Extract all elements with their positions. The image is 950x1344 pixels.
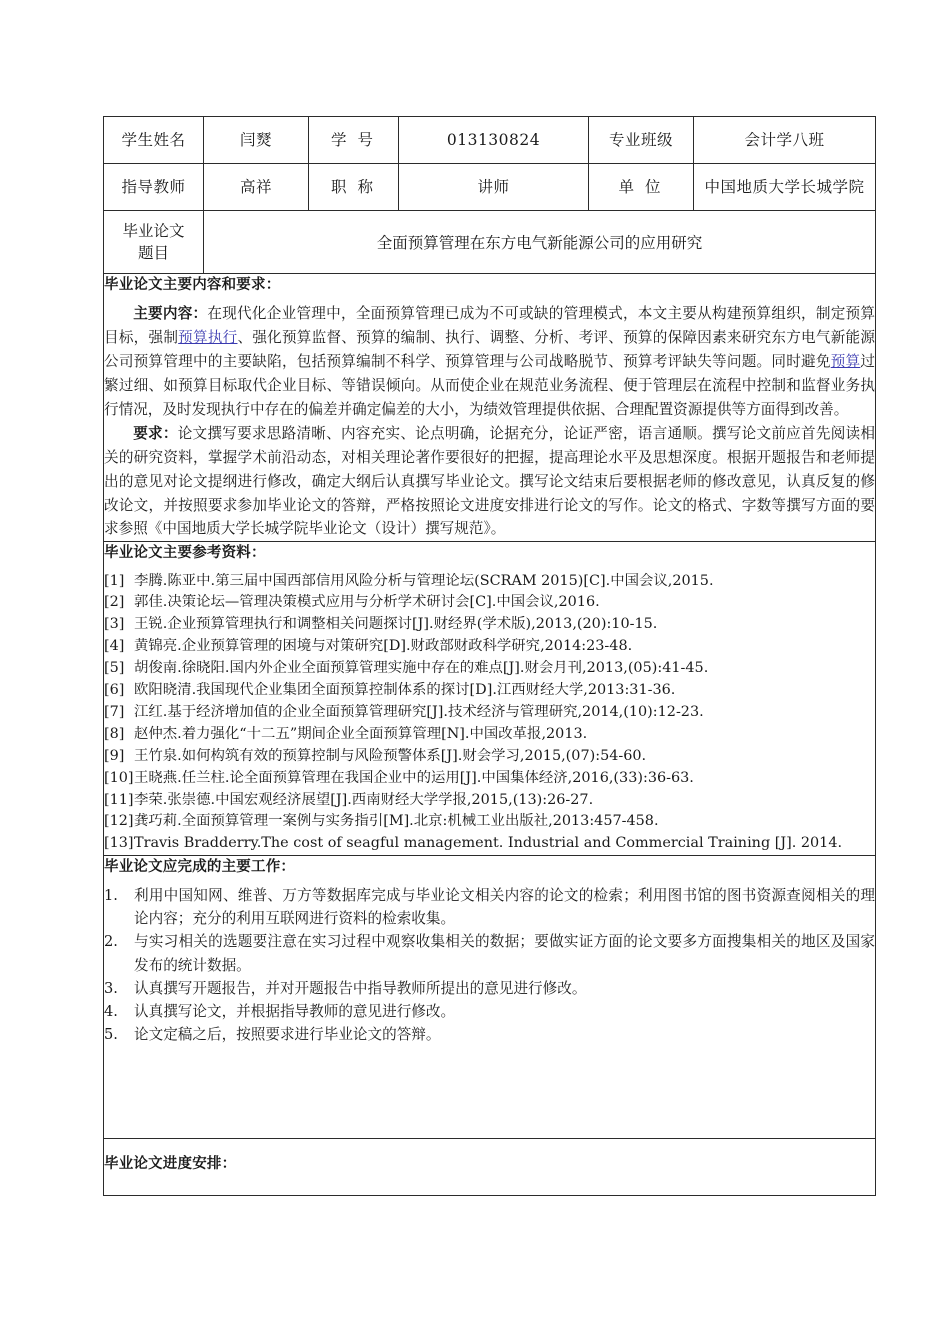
work-text: 利用中国知网、维普、万方等数据库完成与毕业论文相关内容的论文的检索；利用图书馆的图书资源查阅相关的理论内容；充分的利用互联网进行资料的检索收集。 — [134, 887, 875, 928]
advisor-value: 高祥 — [204, 164, 309, 211]
table-row-main-content — [104, 274, 876, 542]
list-item — [104, 571, 875, 593]
list-item — [104, 636, 875, 658]
table-row-advisor-info — [104, 164, 876, 211]
reference-text: 郭佳.决策论坛—管理决策模式应用与分析学术研讨会[C].中国会议,2016. — [134, 594, 600, 611]
references-heading: 毕业论文主要参考资料： — [104, 545, 266, 562]
requirements-text: 论文撰写要求思路清晰、内容充实、论点明确，论据充分，论证严密，语言通顺。撰写论文前应首先阅读相关的研究资料，掌握学术前沿动态，对相关理论著作要很好的把握，提高理论水平及思想深度。根据开题报告和老师提出的意见对论文提纲进行修改，确定大纲后认真撰写毕业论文。撰写论文结束后要根据老师的修改意见，认真反复的修改论文，并按照要求参加毕业论文的答辩，严格按照论文进度安排进行论文的写作。论文的格式、字数等撰写方面的要求参照《中国地质大学长城学院毕业论文（设计）撰写规范》。 — [104, 424, 875, 538]
student-name-value: 闫燹 — [204, 117, 309, 164]
reference-number: [12] — [104, 813, 134, 830]
reference-text: 赵仲杰.着力强化“十二五”期间企业全面预算管理[N].中国改革报,2013. — [134, 725, 588, 742]
main-content-paragraph — [104, 302, 875, 422]
reference-number: [1] — [104, 572, 125, 589]
work-number: 3. — [104, 979, 118, 997]
list-item — [104, 746, 875, 768]
reference-number: [4] — [104, 638, 125, 655]
reference-number: [10] — [104, 769, 134, 786]
title-rank-value: 讲师 — [399, 164, 589, 211]
reference-number: [6] — [104, 682, 125, 699]
list-item — [104, 702, 875, 724]
work-text: 论文定稿之后，按照要求进行毕业论文的答辩。 — [134, 1025, 441, 1043]
list-item — [104, 977, 875, 1000]
thesis-title-label — [104, 211, 204, 274]
reference-text: 王晓燕.任兰柱.论全面预算管理在我国企业中的运用[J].中国集体经济,2016,(33):36-63. — [134, 769, 694, 786]
work-text: 认真撰写论文，并根据指导教师的意见进行修改。 — [134, 1002, 456, 1020]
work-number: 2. — [104, 933, 118, 951]
unit-label: 单 位 — [589, 164, 694, 211]
work-text: 认真撰写开题报告，并对开题报告中指导教师所提出的意见进行修改。 — [134, 979, 587, 997]
reference-number: [2] — [104, 594, 125, 611]
thesis-title-label-line2: 题目 — [137, 244, 169, 262]
work-list — [104, 884, 875, 1045]
list-item — [104, 680, 875, 702]
student-id-label: 学 号 — [309, 117, 399, 164]
list-item — [104, 833, 875, 855]
student-id-value: 013130824 — [399, 117, 589, 164]
main-content-label: 主要内容： — [133, 305, 208, 323]
reference-number: [8] — [104, 725, 125, 742]
table-row-student-info — [104, 117, 876, 164]
major-class-label: 专业班级 — [589, 117, 694, 164]
list-item — [104, 1023, 875, 1046]
table-row-references — [104, 542, 876, 856]
work-section — [104, 856, 876, 1139]
main-content-part1: 在现代化企业管理中，全面预算管理已成为不可或缺的管理模式，本文主要从构建预算组织，制定预算目标，强制 — [104, 305, 875, 347]
thesis-assignment-table — [103, 116, 876, 1196]
main-content-heading: 毕业论文主要内容和要求： — [104, 277, 281, 293]
reference-text: 胡俊南.徐晓阳.国内外企业全面预算管理实施中存在的难点[J].财会月刊,2013,(05):41-45. — [134, 660, 709, 677]
reference-text: 黄锦亮.企业预算管理的困境与对策研究[D].财政部财政科学研究,2014:23-48. — [134, 638, 633, 655]
title-rank-label: 职 称 — [309, 164, 399, 211]
reference-text: 李荣.张崇德.中国宏观经济展望[J].西南财经大学学报,2015,(13):26-27. — [134, 791, 594, 808]
major-class-value: 会计学八班 — [694, 117, 876, 164]
list-item — [104, 592, 875, 614]
list-item — [104, 930, 875, 976]
main-content-part3: 过繁过细、如预算目标取代企业目标、等错误倾向。从而使企业在规范业务流程、便于管理层在流程中控制和监督业务执行情况，及时发现执行中存在的偏差并确定偏差的大小，为绩效管理提供依据、合理配置资源提供等方面得到改善。 — [104, 353, 875, 418]
student-name-label: 学生姓名 — [104, 117, 204, 164]
list-item — [104, 724, 875, 746]
list-item — [104, 658, 875, 680]
list-item — [104, 614, 875, 636]
requirements-label: 要求： — [133, 424, 178, 442]
reference-number: [11] — [104, 791, 134, 808]
reference-text: 江红.基于经济增加值的企业全面预算管理研究[J].技术经济与管理研究,2014,(10):12-23. — [134, 703, 704, 720]
reference-number: [13] — [104, 835, 134, 852]
budget-link[interactable]: 预算 — [830, 353, 861, 371]
reference-text: 龚巧莉.全面预算管理一案例与实务指引[M].北京:机械工业出版社,2013:457-458. — [134, 813, 659, 830]
reference-text: 王锐.企业预算管理执行和调整相关问题探讨[J].财经界(学术版),2013,(20):10-15. — [134, 616, 658, 633]
budget-execution-link[interactable]: 预算执行 — [178, 329, 238, 347]
list-item — [104, 1000, 875, 1023]
reference-number: [5] — [104, 660, 125, 677]
schedule-heading: 毕业论文进度安排： — [104, 1155, 237, 1172]
work-section-spacer — [104, 1046, 875, 1138]
work-heading: 毕业论文应完成的主要工作： — [104, 859, 296, 876]
list-item — [104, 884, 875, 930]
list-item — [104, 768, 875, 790]
unit-value: 中国地质大学长城学院 — [694, 164, 876, 211]
main-content-part2: 、强化预算监督、预算的编制、执行、调整、分析、考评、预算的保障因素来研究东方电气新能源公司预算管理中的主要缺陷，包括预算编制不科学、预算管理与公司战略脱节、预算考评缺失等问题。同时避免 — [104, 329, 875, 371]
table-row-thesis-title — [104, 211, 876, 274]
reference-text: 欧阳晓清.我国现代企业集团全面预算控制体系的探讨[D].江西财经大学,2013:31-36. — [134, 682, 676, 699]
reference-text: Travis Bradderry.The cost of seagful management. Industrial and Commercial Training [J]. 2014. — [134, 835, 843, 852]
advisor-label: 指导教师 — [104, 164, 204, 211]
reference-text: 王竹泉.如何构筑有效的预算控制与风险预警体系[J].财会学习,2015,(07):54-60. — [134, 747, 647, 764]
table-row-work — [104, 856, 876, 1139]
table-row-schedule — [104, 1138, 876, 1195]
reference-number: [3] — [104, 616, 125, 633]
work-number: 4. — [104, 1002, 118, 1020]
list-item — [104, 790, 875, 812]
reference-text: 李腾.陈亚中.第三届中国西部信用风险分析与管理论坛(SCRAM 2015)[C].中国会议,2015. — [134, 572, 714, 589]
references-list — [104, 571, 875, 856]
work-number: 1. — [104, 887, 118, 905]
thesis-title-label-line1: 毕业论文 — [122, 221, 185, 240]
requirements-paragraph — [104, 422, 875, 542]
work-text: 与实习相关的选题要注意在实习过程中观察收集相关的数据；要做实证方面的论文要多方面搜集相关的地区及国家发布的统计数据。 — [134, 933, 875, 974]
schedule-section — [104, 1138, 876, 1195]
references-section — [104, 542, 876, 856]
main-content-section — [104, 274, 876, 542]
thesis-title-value: 全面预算管理在东方电气新能源公司的应用研究 — [204, 211, 876, 274]
reference-number: [9] — [104, 747, 125, 764]
work-number: 5. — [104, 1025, 118, 1043]
reference-number: [7] — [104, 703, 125, 720]
list-item — [104, 811, 875, 833]
